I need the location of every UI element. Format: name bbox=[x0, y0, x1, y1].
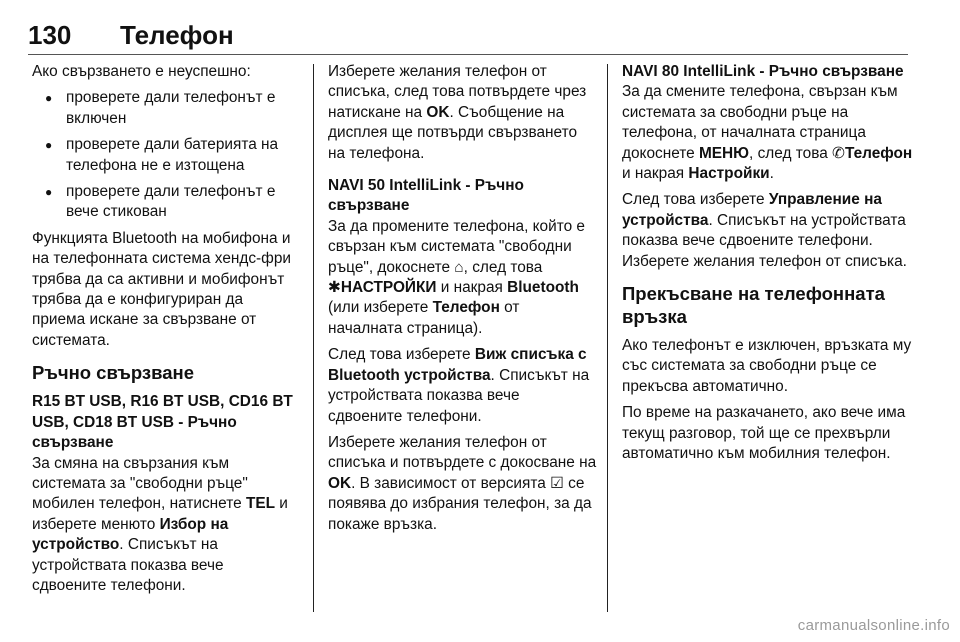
column-1 bbox=[32, 62, 300, 602]
menu-label: МЕНЮ bbox=[698, 144, 750, 162]
watermark: carmanualsonline.info bbox=[797, 617, 950, 634]
troubleshoot-list bbox=[32, 88, 300, 222]
list-item: ● проверете дали телефонът е вече стикован bbox=[32, 182, 300, 223]
list-item: ● проверете дали батерията на телефона не е изтощена bbox=[32, 135, 300, 176]
page-title: Телефон bbox=[120, 20, 234, 50]
disconnect-paragraph-2: По време на разкачането, ако вече има текущ разговор, той ще се прехвърли автоматично към мобилния телефон. bbox=[622, 404, 906, 463]
device-menu-label: Избор на устройство bbox=[32, 515, 229, 554]
navi80-paragraph: За да смените телефона, свързан към системата за свободни ръце на телефона, от началната страница докоснете МЕНЮ, след това ✆Телефон и накрая Настройки. bbox=[622, 83, 913, 183]
disconnect-heading: Прекъсване на телефонната връзка bbox=[622, 283, 885, 328]
phone-label: Телефон bbox=[844, 144, 913, 162]
column-3 bbox=[622, 62, 914, 471]
home-icon: ⌂ bbox=[454, 258, 464, 276]
header-divider bbox=[28, 54, 908, 55]
bluetooth-label: Bluetooth bbox=[507, 279, 579, 297]
settings-label: Настройки bbox=[688, 165, 770, 183]
phone-icon: ✆ bbox=[832, 144, 845, 162]
navi50-heading: NAVI 50 IntelliLink - Ръчно свързване bbox=[328, 177, 524, 215]
manual-connection-heading: Ръчно свързване bbox=[32, 362, 195, 384]
page-header bbox=[28, 20, 908, 54]
tel-button-label: TEL bbox=[245, 495, 276, 513]
settings-icon: ✱ bbox=[328, 279, 341, 297]
r15-heading: R15 BT USB, R16 BT USB, CD16 BT USB, CD18 BT USB - Ръчно свързване bbox=[32, 393, 293, 452]
r15-paragraph: За смяна на свързания към системата за "свободни ръце" мобилен телефон, натиснете TEL и изберете менюто Избор на устройство. Списъкът на устройствата показва вече сдвоените телефони. bbox=[32, 454, 288, 594]
device-list-paragraph: След това изберете Виж списъка с Bluetooth устройства. Списъкът на устройствата показва вече сдвоените телефони. bbox=[328, 346, 590, 425]
navi80-heading: NAVI 80 IntelliLink - Ръчно свързване bbox=[622, 63, 904, 80]
intro-text: Ако свързването е неуспешно: bbox=[32, 63, 251, 80]
page-number: 130 bbox=[28, 20, 72, 50]
phone-label: Телефон bbox=[432, 299, 500, 317]
column-divider-1 bbox=[313, 64, 314, 612]
bluetooth-list-label: Виж списъка с Bluetooth устройства bbox=[328, 346, 587, 384]
manage-paragraph: След това изберете Управление на устройства. Списъкът на устройствата показва вече сдвоените телефони. Изберете желания телефон от списъка. bbox=[622, 191, 907, 270]
select-paragraph: Изберете желания телефон от списъка, след това потвърдете чрез натискане на OK. Съобщение на дисплея ще потвърди свързването на телефона. bbox=[328, 63, 587, 162]
bluetooth-paragraph: Функцията Bluetooth на мобифона и на телефонната система хендс-фри трябва да са активни и мобифонът трябва да е конфигуриран да приема искане за свързване от системата. bbox=[32, 229, 291, 349]
ok-label: OK bbox=[328, 474, 352, 492]
checkbox-icon: ☑ bbox=[550, 474, 564, 492]
disconnect-paragraph-1: Ако телефонът е изключен, връзката му със системата за свободни ръце се прекъсва автоматично. bbox=[622, 337, 912, 395]
column-divider-2 bbox=[607, 64, 608, 612]
ok-label: OK bbox=[426, 103, 450, 121]
manage-devices-label: Управление на устройства bbox=[622, 191, 882, 229]
confirm-paragraph: Изберете желания телефон от списъка и потвърдете с докосване на OK. В зависимост от версията ☑ се появява до избрания телефон, за да покаже връзка. bbox=[328, 433, 597, 533]
navi50-paragraph: За да промените телефона, който е свързан към системата "свободни ръце", докоснете ⌂, след това ✱НАСТРОЙКИ и накрая Bluetooth (или изберете Телефон от началната страница). bbox=[328, 217, 585, 337]
settings-label: НАСТРОЙКИ bbox=[340, 279, 437, 297]
list-item: ● проверете дали телефонът е включен bbox=[32, 88, 300, 129]
column-2 bbox=[328, 62, 598, 541]
